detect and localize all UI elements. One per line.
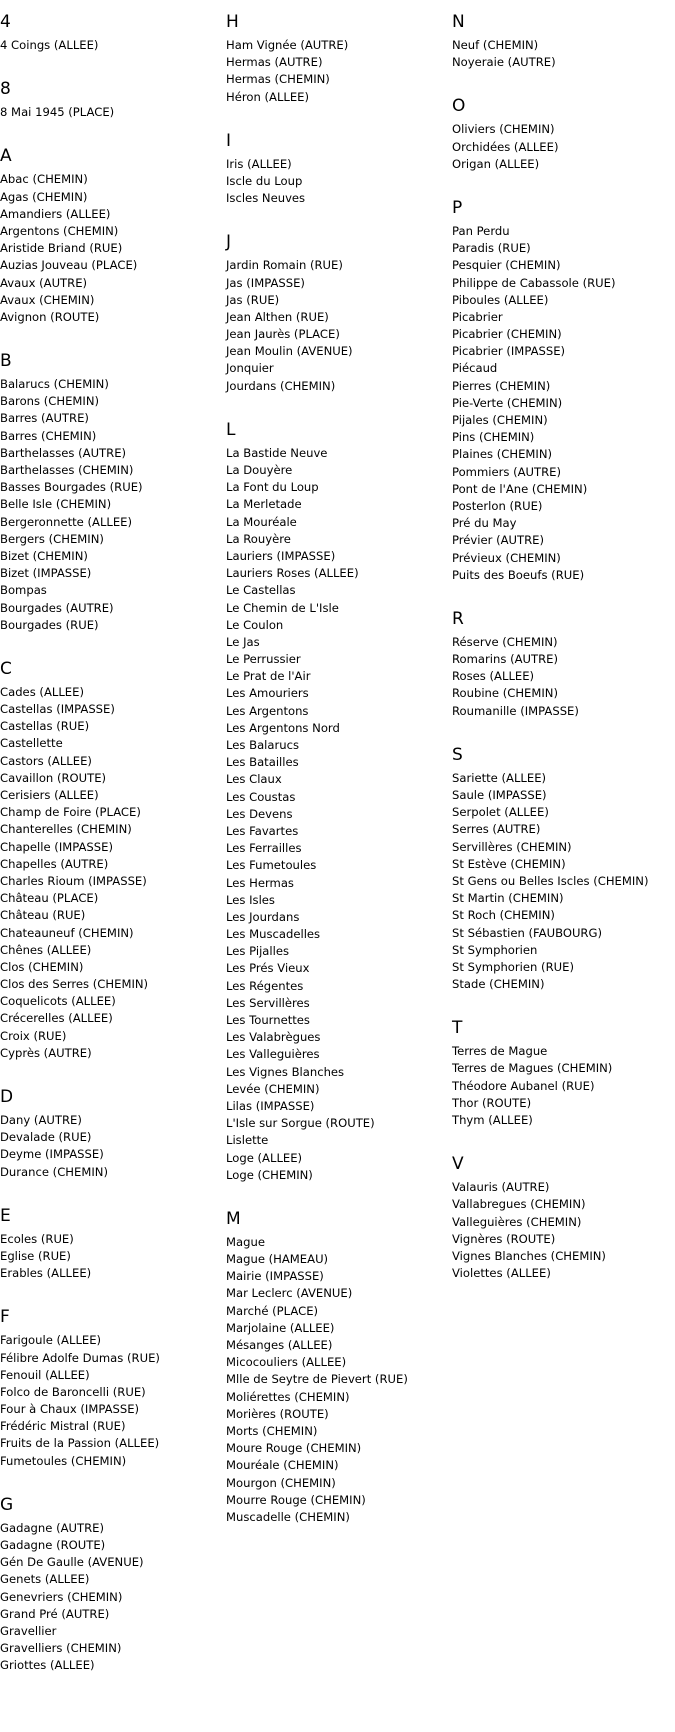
street-name-item: Bizet (IMPASSE): [0, 566, 92, 581]
street-name-item: Argentons (CHEMIN): [0, 223, 119, 238]
street-name-item: Château (PLACE): [0, 891, 99, 906]
section-spacer: [0, 1282, 225, 1305]
street-name-item: Les Argentons: [226, 703, 309, 718]
street-name-item: Pierres (CHEMIN): [452, 378, 551, 393]
street-name-item: Folco de Baroncelli (RUE): [0, 1384, 146, 1399]
street-name-item: Le Castellas: [226, 583, 296, 598]
street-name-item: Jourdans (CHEMIN): [226, 378, 336, 393]
street-name-item: Les Prés Vieux: [226, 961, 310, 976]
letter-section: [226, 1207, 451, 1526]
street-name-item: Cyprès (AUTRE): [0, 1045, 92, 1060]
section-letter-heading: F: [0, 1307, 10, 1328]
street-name-item: Stade (CHEMIN): [452, 977, 545, 992]
street-name-item: Croix (RUE): [0, 1028, 67, 1043]
street-name-item: Plaines (CHEMIN): [452, 447, 553, 462]
street-index-column-3: [452, 10, 675, 1282]
section-letter-heading: S: [452, 744, 463, 765]
street-name-item: Pie-Verte (CHEMIN): [452, 395, 563, 410]
street-list: [0, 171, 225, 326]
street-list: [452, 37, 675, 71]
street-name-item: Basses Bourgades (RUE): [0, 480, 143, 495]
street-name-item: St Gens ou Belles Iscles (CHEMIN): [452, 873, 649, 888]
street-list: [0, 1332, 225, 1470]
street-list: [452, 1179, 675, 1282]
street-name-item: Mourgon (CHEMIN): [226, 1475, 336, 1490]
street-name-item: Avaux (AUTRE): [0, 275, 88, 290]
section-letter-heading: M: [226, 1208, 241, 1229]
street-name-item: La Rouyère: [226, 531, 291, 546]
street-name-item: Les Pijalles: [226, 944, 290, 959]
street-name-item: Lilas (IMPASSE): [226, 1098, 315, 1113]
street-name-item: Jardin Romain (RUE): [226, 258, 343, 273]
street-name-item: Roumanille (IMPASSE): [452, 703, 579, 718]
section-letter-heading: A: [0, 146, 12, 167]
street-name-item: Loge (ALLEE): [226, 1150, 303, 1165]
street-name-item: Les Devens: [226, 806, 293, 821]
street-name-item: Four à Chaux (IMPASSE): [0, 1402, 140, 1417]
section-letter-heading: P: [452, 197, 463, 218]
street-name-item: Les Argentons Nord: [226, 720, 340, 735]
street-name-item: Mague (HAMEAU): [226, 1252, 329, 1267]
street-name-item: Le Jas: [226, 634, 260, 649]
street-name-item: Ham Vignée (AUTRE): [226, 38, 349, 52]
street-name-item: La Font du Loup: [226, 480, 319, 495]
street-name-item: Dany (AUTRE): [0, 1113, 82, 1127]
section-letter-heading: L: [226, 419, 236, 440]
street-name-item: Réserve (CHEMIN): [452, 634, 558, 649]
street-name-item: Clos des Serres (CHEMIN): [0, 977, 149, 992]
section-spacer: [226, 395, 451, 418]
street-name-item: Iscle du Loup: [226, 173, 303, 188]
street-name-item: Piécaud: [452, 361, 498, 376]
street-name-item: Avaux (CHEMIN): [0, 292, 95, 307]
street-name-item: Castellas (IMPASSE): [0, 702, 115, 717]
letter-section: [452, 607, 675, 720]
section-letter-heading: C: [0, 658, 12, 679]
street-list: [0, 1520, 225, 1675]
letter-section: [0, 10, 225, 54]
section-spacer: [452, 584, 675, 607]
street-name-item: Morières (ROUTE): [226, 1406, 329, 1421]
street-name-item: Les Fumetoules: [226, 858, 317, 873]
street-name-item: Levée (CHEMIN): [226, 1081, 320, 1096]
street-name-item: St Martin (CHEMIN): [452, 891, 564, 906]
street-name-item: Mar Leclerc (AVENUE): [226, 1286, 353, 1301]
street-name-item: 4 Coings (ALLEE): [0, 38, 99, 52]
street-name-item: St Roch (CHEMIN): [452, 908, 555, 923]
street-name-item: Pan Perdu: [452, 223, 510, 238]
street-name-item: Théodore Aubanel (RUE): [452, 1078, 595, 1093]
street-list: [0, 1112, 225, 1181]
street-name-item: Vignes Blanches (CHEMIN): [452, 1248, 606, 1263]
section-letter-heading: J: [226, 232, 232, 253]
section-letter-heading: N: [452, 12, 465, 32]
street-name-item: Genets (ALLEE): [0, 1572, 90, 1587]
street-name-item: St Symphorien (RUE): [452, 959, 574, 974]
street-name-item: Les Valleguières: [226, 1047, 320, 1062]
street-list: [452, 223, 675, 584]
section-spacer: [226, 106, 451, 129]
street-name-item: Cerisiers (ALLEE): [0, 788, 99, 802]
street-name-item: Le Chemin de L'Isle: [226, 600, 339, 615]
street-name-item: Grand Pré (AUTRE): [0, 1606, 110, 1621]
street-name-item: Félibre Adolfe Dumas (RUE): [0, 1350, 160, 1365]
street-name-item: Moliérettes (CHEMIN): [226, 1389, 350, 1404]
letter-section: [226, 230, 451, 395]
street-name-item: Genevriers (CHEMIN): [0, 1589, 123, 1604]
street-name-item: Marché (PLACE): [226, 1303, 319, 1318]
street-name-item: Piboules (ALLEE): [452, 292, 549, 307]
street-name-item: Champ de Foire (PLACE): [0, 805, 141, 820]
street-name-item: Pré du May: [452, 516, 517, 531]
section-spacer: [226, 1184, 451, 1207]
street-name-item: Crécerelles (ALLEE): [0, 1011, 113, 1026]
street-name-item: Chateauneuf (CHEMIN): [0, 925, 134, 940]
street-name-item: Hermas (CHEMIN): [226, 72, 330, 87]
section-letter-heading: G: [0, 1494, 14, 1515]
street-name-item: Gadagne (ROUTE): [0, 1538, 106, 1552]
street-name-item: Prévieux (CHEMIN): [452, 550, 561, 565]
street-name-item: Gravelliers (CHEMIN): [0, 1641, 122, 1656]
letter-section: [0, 657, 225, 1062]
street-name-item: Frédéric Mistral (RUE): [0, 1419, 126, 1434]
street-name-item: Bourgades (RUE): [0, 617, 99, 632]
section-letter-heading: B: [0, 351, 12, 372]
street-name-item: Les Hermas: [226, 875, 294, 890]
letter-section: [0, 1305, 225, 1470]
street-name-item: Le Coulon: [226, 617, 284, 632]
street-name-item: Jean Althen (RUE): [226, 309, 329, 324]
street-index-column-1: [0, 10, 225, 1675]
street-name-item: Serpolet (ALLEE): [452, 805, 549, 820]
street-name-item: Les Jourdans: [226, 909, 300, 924]
street-name-item: Serres (AUTRE): [452, 822, 541, 837]
street-name-item: La Merletade: [226, 497, 302, 512]
section-letter-heading: O: [452, 96, 466, 117]
street-name-item: Les Vignes Blanches: [226, 1064, 345, 1079]
street-name-item: Marjolaine (ALLEE): [226, 1320, 335, 1335]
section-letter-heading: 4: [0, 12, 11, 32]
street-name-item: Valleguières (CHEMIN): [452, 1214, 582, 1229]
street-list: [452, 634, 675, 720]
street-name-item: Terres de Mague: [452, 1044, 548, 1059]
section-letter-heading: E: [0, 1205, 11, 1226]
street-name-item: Deyme (IMPASSE): [0, 1147, 104, 1162]
street-name-item: Les Ferrailles: [226, 841, 302, 856]
section-spacer: [452, 173, 675, 196]
street-name-item: Fruits de la Passion (ALLEE): [0, 1436, 160, 1451]
street-name-item: Iscles Neuves: [226, 191, 306, 206]
street-name-item: Héron (ALLEE): [226, 89, 310, 104]
section-spacer: [226, 207, 451, 230]
street-name-item: Paradis (RUE): [452, 241, 531, 256]
street-name-item: Servillères (CHEMIN): [452, 839, 572, 854]
street-name-item: Jean Jaurès (PLACE): [226, 327, 340, 342]
street-name-item: Cades (ALLEE): [0, 684, 84, 699]
street-name-item: Puits des Boeufs (RUE): [452, 567, 585, 582]
street-name-item: St Symphorien: [452, 942, 538, 957]
street-name-item: Pesquier (CHEMIN): [452, 258, 561, 273]
street-name-item: Mague: [226, 1234, 265, 1249]
street-name-item: Les Amouriers: [226, 686, 309, 701]
letter-section: [452, 196, 675, 584]
street-name-item: Saule (IMPASSE): [452, 788, 547, 802]
section-letter-heading: V: [452, 1154, 464, 1175]
street-name-item: Bergeronnette (ALLEE): [0, 514, 133, 529]
street-name-item: Gravellier: [0, 1623, 57, 1638]
section-spacer: [0, 1470, 225, 1493]
street-name-item: Castors (ALLEE): [0, 753, 92, 768]
section-letter-heading: T: [452, 1018, 463, 1039]
street-name-item: Barthelasses (AUTRE): [0, 445, 127, 460]
street-name-item: Les Muscadelles: [226, 927, 321, 942]
street-name-item: Roses (ALLEE): [452, 669, 535, 684]
street-name-item: Gén De Gaulle (AVENUE): [0, 1555, 144, 1570]
street-name-item: Violettes (ALLEE): [452, 1266, 551, 1281]
street-name-item: Bergers (CHEMIN): [0, 531, 104, 546]
street-name-item: Les Servillères: [226, 995, 310, 1010]
street-list: [0, 376, 225, 634]
section-letter-heading: R: [452, 608, 464, 629]
street-name-item: Les Tournettes: [226, 1013, 310, 1027]
section-spacer: [0, 326, 225, 349]
street-name-item: 8 Mai 1945 (PLACE): [0, 105, 115, 120]
street-name-item: Posterlon (RUE): [452, 498, 543, 513]
street-name-item: Barthelasses (CHEMIN): [0, 463, 134, 477]
letter-section: [226, 418, 451, 1184]
section-letter-heading: 8: [0, 79, 11, 100]
section-spacer: [452, 71, 675, 94]
street-name-item: Orchidées (ALLEE): [452, 139, 559, 154]
section-spacer: [0, 634, 225, 657]
street-name-item: Barres (CHEMIN): [0, 428, 97, 443]
street-name-item: Jonquier: [226, 361, 274, 376]
street-name-item: Clos (CHEMIN): [0, 959, 84, 974]
street-name-item: Sariette (ALLEE): [452, 770, 547, 785]
street-name-item: St Estève (CHEMIN): [452, 856, 566, 871]
street-name-item: Les Isles: [226, 892, 275, 907]
street-name-item: Pommiers (AUTRE): [452, 464, 562, 479]
street-name-item: Origan (ALLEE): [452, 156, 540, 171]
section-spacer: [0, 1062, 225, 1085]
street-name-item: Philippe de Cabassole (RUE): [452, 275, 616, 290]
street-list: [452, 770, 675, 993]
street-name-item: Agas (CHEMIN): [0, 189, 88, 204]
street-name-item: Terres de Magues (CHEMIN): [452, 1061, 613, 1076]
street-name-item: Le Prat de l'Air: [226, 669, 311, 684]
street-name-item: Le Perrussier: [226, 652, 301, 667]
street-name-item: Gadagne (AUTRE): [0, 1520, 105, 1535]
street-name-item: Bompas: [0, 583, 47, 598]
street-name-item: Picabrier (CHEMIN): [452, 327, 562, 342]
street-name-item: L'Isle sur Sorgue (ROUTE): [226, 1116, 375, 1131]
street-name-item: Belle Isle (CHEMIN): [0, 497, 112, 512]
street-list: [452, 1043, 675, 1129]
street-name-item: Jas (RUE): [226, 292, 280, 307]
street-name-item: Farigoule (ALLEE): [0, 1333, 102, 1348]
street-name-item: Cavaillon (ROUTE): [0, 770, 107, 785]
street-name-item: Lislette: [226, 1133, 269, 1148]
section-letter-heading: H: [226, 12, 239, 32]
street-list: [226, 445, 451, 1184]
street-name-item: Jean Moulin (AVENUE): [226, 344, 353, 359]
letter-section: [452, 1016, 675, 1129]
street-list: [226, 257, 451, 395]
street-name-item: Balarucs (CHEMIN): [0, 377, 109, 392]
street-name-item: Bizet (CHEMIN): [0, 548, 88, 563]
street-name-item: Jas (IMPASSE): [226, 275, 305, 290]
street-name-item: Romarins (AUTRE): [452, 652, 559, 667]
street-name-item: Chapelle (IMPASSE): [0, 839, 113, 854]
street-name-item: Les Valabrègues: [226, 1030, 321, 1045]
street-name-item: Les Batailles: [226, 755, 299, 770]
street-name-item: Fumetoules (CHEMIN): [0, 1453, 127, 1468]
street-name-item: Micocouliers (ALLEE): [226, 1355, 347, 1370]
street-index-column-2: [226, 10, 451, 1526]
street-name-item: Ecoles (RUE): [0, 1231, 74, 1246]
street-name-item: Charles Rioum (IMPASSE): [0, 873, 147, 888]
section-letter-heading: D: [0, 1087, 14, 1107]
street-name-item: Picabrier: [452, 309, 503, 324]
street-name-item: Picabrier (IMPASSE): [452, 344, 566, 359]
street-name-item: Amandiers (ALLEE): [0, 206, 111, 221]
street-name-item: Mourre Rouge (CHEMIN): [226, 1492, 366, 1507]
street-name-item: Iris (ALLEE): [226, 156, 292, 171]
letter-section: [0, 1204, 225, 1283]
letter-section: [0, 349, 225, 634]
letter-section: [452, 94, 675, 173]
street-name-item: Durance (CHEMIN): [0, 1164, 108, 1179]
street-name-item: Vallabregues (CHEMIN): [452, 1197, 586, 1212]
street-name-item: Devalade (RUE): [0, 1130, 92, 1145]
street-list: [226, 37, 451, 106]
letter-section: [0, 77, 225, 121]
street-name-item: St Sébastien (FAUBOURG): [452, 925, 602, 940]
street-name-item: Erables (ALLEE): [0, 1266, 92, 1281]
street-name-item: Les Favartes: [226, 823, 299, 838]
street-name-item: Pijales (CHEMIN): [452, 413, 548, 427]
street-name-item: Chanterelles (CHEMIN): [0, 822, 132, 837]
street-name-item: Avignon (ROUTE): [0, 309, 100, 324]
street-name-item: La Mouréale: [226, 514, 297, 529]
section-spacer: [452, 720, 675, 743]
section-letter-heading: I: [226, 130, 232, 151]
street-name-item: Pins (CHEMIN): [452, 430, 535, 445]
street-list: [0, 104, 225, 121]
street-name-item: Les Coustas: [226, 789, 296, 804]
street-name-item: Thor (ROUTE): [452, 1095, 532, 1110]
street-name-item: Muscadelle (CHEMIN): [226, 1509, 350, 1524]
letter-section: [0, 1493, 225, 1675]
street-list: [0, 37, 225, 54]
street-name-item: Moure Rouge (CHEMIN): [226, 1441, 362, 1456]
section-spacer: [452, 993, 675, 1016]
street-name-item: Castellas (RUE): [0, 719, 90, 734]
street-name-item: Prévier (AUTRE): [452, 533, 545, 548]
street-name-item: Griottes (ALLEE): [0, 1658, 95, 1673]
letter-section: [452, 1152, 675, 1282]
section-spacer: [0, 1181, 225, 1204]
street-name-item: Lauriers (IMPASSE): [226, 548, 336, 563]
street-name-item: Lauriers Roses (ALLEE): [226, 566, 359, 581]
letter-section: [0, 1085, 225, 1181]
letter-section: [226, 129, 451, 208]
street-name-item: Oliviers (CHEMIN): [452, 122, 555, 137]
street-name-item: Roubine (CHEMIN): [452, 686, 559, 701]
street-name-item: Bourgades (AUTRE): [0, 600, 114, 615]
street-name-item: Les Régentes: [226, 978, 304, 993]
street-name-item: Pont de l'Ane (CHEMIN): [452, 481, 588, 496]
street-name-item: Aristide Briand (RUE): [0, 241, 123, 256]
letter-section: [452, 743, 675, 993]
street-name-item: Valauris (AUTRE): [452, 1180, 550, 1195]
street-name-item: Abac (CHEMIN): [0, 172, 88, 187]
street-name-item: Château (RUE): [0, 908, 86, 923]
street-name-item: Castellette: [0, 736, 63, 751]
street-name-item: Barres (AUTRE): [0, 411, 89, 426]
street-list: [226, 1234, 451, 1526]
street-name-item: Chapelles (AUTRE): [0, 856, 109, 871]
street-list: [452, 121, 675, 173]
street-list: [226, 156, 451, 208]
street-name-item: Coquelicots (ALLEE): [0, 994, 116, 1009]
street-name-item: Morts (CHEMIN): [226, 1423, 318, 1438]
street-name-item: Vignères (ROUTE): [452, 1231, 556, 1246]
street-name-item: Les Balarucs: [226, 738, 300, 752]
section-spacer: [452, 1129, 675, 1152]
street-name-item: Loge (CHEMIN): [226, 1167, 313, 1182]
street-name-item: La Bastide Neuve: [226, 445, 328, 460]
street-name-item: Mairie (IMPASSE): [226, 1269, 324, 1284]
street-name-item: Mésanges (ALLEE): [226, 1338, 333, 1352]
letter-section: [452, 10, 675, 71]
street-name-item: Mlle de Seytre de Pievert (RUE): [226, 1372, 408, 1387]
section-spacer: [0, 121, 225, 144]
section-spacer: [0, 54, 225, 77]
street-name-item: Mouréale (CHEMIN): [226, 1458, 339, 1473]
street-name-item: Fenouil (ALLEE): [0, 1367, 90, 1382]
street-name-item: Barons (CHEMIN): [0, 394, 100, 409]
street-name-item: Eglise (RUE): [0, 1248, 71, 1263]
street-name-item: Thym (ALLEE): [452, 1113, 533, 1127]
street-list: [0, 684, 225, 1062]
street-name-item: Noyeraie (AUTRE): [452, 55, 556, 70]
street-name-item: Neuf (CHEMIN): [452, 38, 539, 52]
street-name-item: La Douyère: [226, 463, 293, 477]
letter-section: [226, 10, 451, 106]
street-name-item: Chênes (ALLEE): [0, 942, 92, 957]
street-name-item: Hermas (AUTRE): [226, 55, 323, 70]
street-list: [0, 1231, 225, 1283]
street-name-item: Les Claux: [226, 772, 282, 787]
letter-section: [0, 144, 225, 326]
street-name-item: Auzias Jouveau (PLACE): [0, 258, 138, 273]
